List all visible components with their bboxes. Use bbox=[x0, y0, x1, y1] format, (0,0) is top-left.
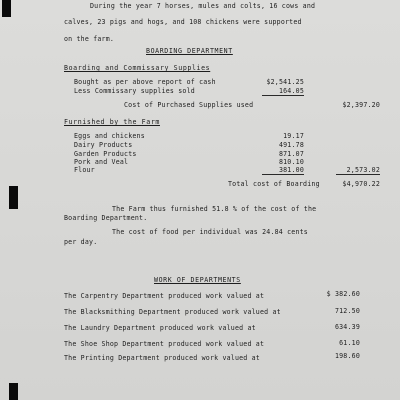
summary-line-4: per day. bbox=[64, 238, 98, 246]
work-row-value: $ 382.60 bbox=[326, 290, 360, 298]
boarding-total-value: $4,970.22 bbox=[342, 180, 380, 188]
work-row-label: The Blacksmithing Department produced work valued at bbox=[64, 308, 281, 316]
farm-item-value: 491.78 bbox=[278, 141, 304, 149]
bought-value: $2,541.25 bbox=[266, 78, 304, 86]
farm-subtotal: 2,573.02 bbox=[336, 166, 380, 175]
farm-item-value: 19.17 bbox=[283, 132, 304, 140]
farm-item-label: Eggs and chickens bbox=[74, 132, 145, 140]
farm-item-label: Garden Products bbox=[74, 150, 137, 158]
less-value: 164.05 bbox=[262, 87, 304, 96]
farm-item-label: Pork and Veal bbox=[74, 158, 129, 166]
work-row-label: The Laundry Department produced work valued at bbox=[64, 324, 256, 332]
farm-heading: Furnished by the Farm bbox=[64, 118, 160, 126]
farm-item-value: 381.00 bbox=[262, 166, 304, 175]
less-label: Less Commissary supplies sold bbox=[74, 87, 195, 95]
farm-item-label: Flour bbox=[74, 166, 95, 174]
work-row-value: 198.60 bbox=[334, 352, 360, 360]
scan-margin-mark-top bbox=[2, 0, 11, 17]
intro-line-1: During the year 7 horses, mules and colts, 16 cows and bbox=[90, 2, 316, 10]
boarding-total-label: Total cost of Boarding bbox=[228, 180, 320, 188]
work-row-label: The Carpentry Department produced work valued at bbox=[64, 292, 265, 300]
intro-line-3: on the farm. bbox=[64, 35, 115, 43]
bought-label: Bought as per above report of cash bbox=[74, 78, 216, 86]
boarding-subheading: Boarding and Commissary Supplies bbox=[64, 64, 211, 72]
intro-line-2: calves, 23 pigs and hogs, and 108 chickens were supported bbox=[64, 18, 302, 26]
farm-item-value: 810.10 bbox=[278, 158, 304, 166]
scan-margin-mark-bottom bbox=[9, 383, 18, 400]
scan-margin-mark-middle bbox=[9, 186, 18, 209]
summary-line-3: The cost of food per individual was 24.84 cents bbox=[112, 228, 308, 236]
work-row-value: 61.10 bbox=[339, 339, 360, 347]
purchased-cost-value: $2,397.20 bbox=[342, 101, 380, 109]
work-heading: WORK OF DEPARTMENTS bbox=[154, 276, 241, 284]
farm-item-label: Dairy Products bbox=[74, 141, 133, 149]
work-row-value: 712.50 bbox=[334, 307, 360, 315]
summary-line-1: The Farm thus furnished 51.8 % of the cost of the bbox=[112, 205, 317, 213]
work-row-value: 634.39 bbox=[334, 323, 360, 331]
boarding-heading: BOARDING DEPARTMENT bbox=[146, 47, 233, 55]
work-row-label: The Shoe Shop Department produced work valued at bbox=[64, 340, 265, 348]
summary-line-2: Boarding Department. bbox=[64, 214, 148, 222]
work-row-label: The Printing Department produced work valued at bbox=[64, 354, 260, 362]
purchased-cost-label: Cost of Purchased Supplies used bbox=[124, 101, 254, 109]
farm-item-value: 871.07 bbox=[278, 150, 304, 158]
